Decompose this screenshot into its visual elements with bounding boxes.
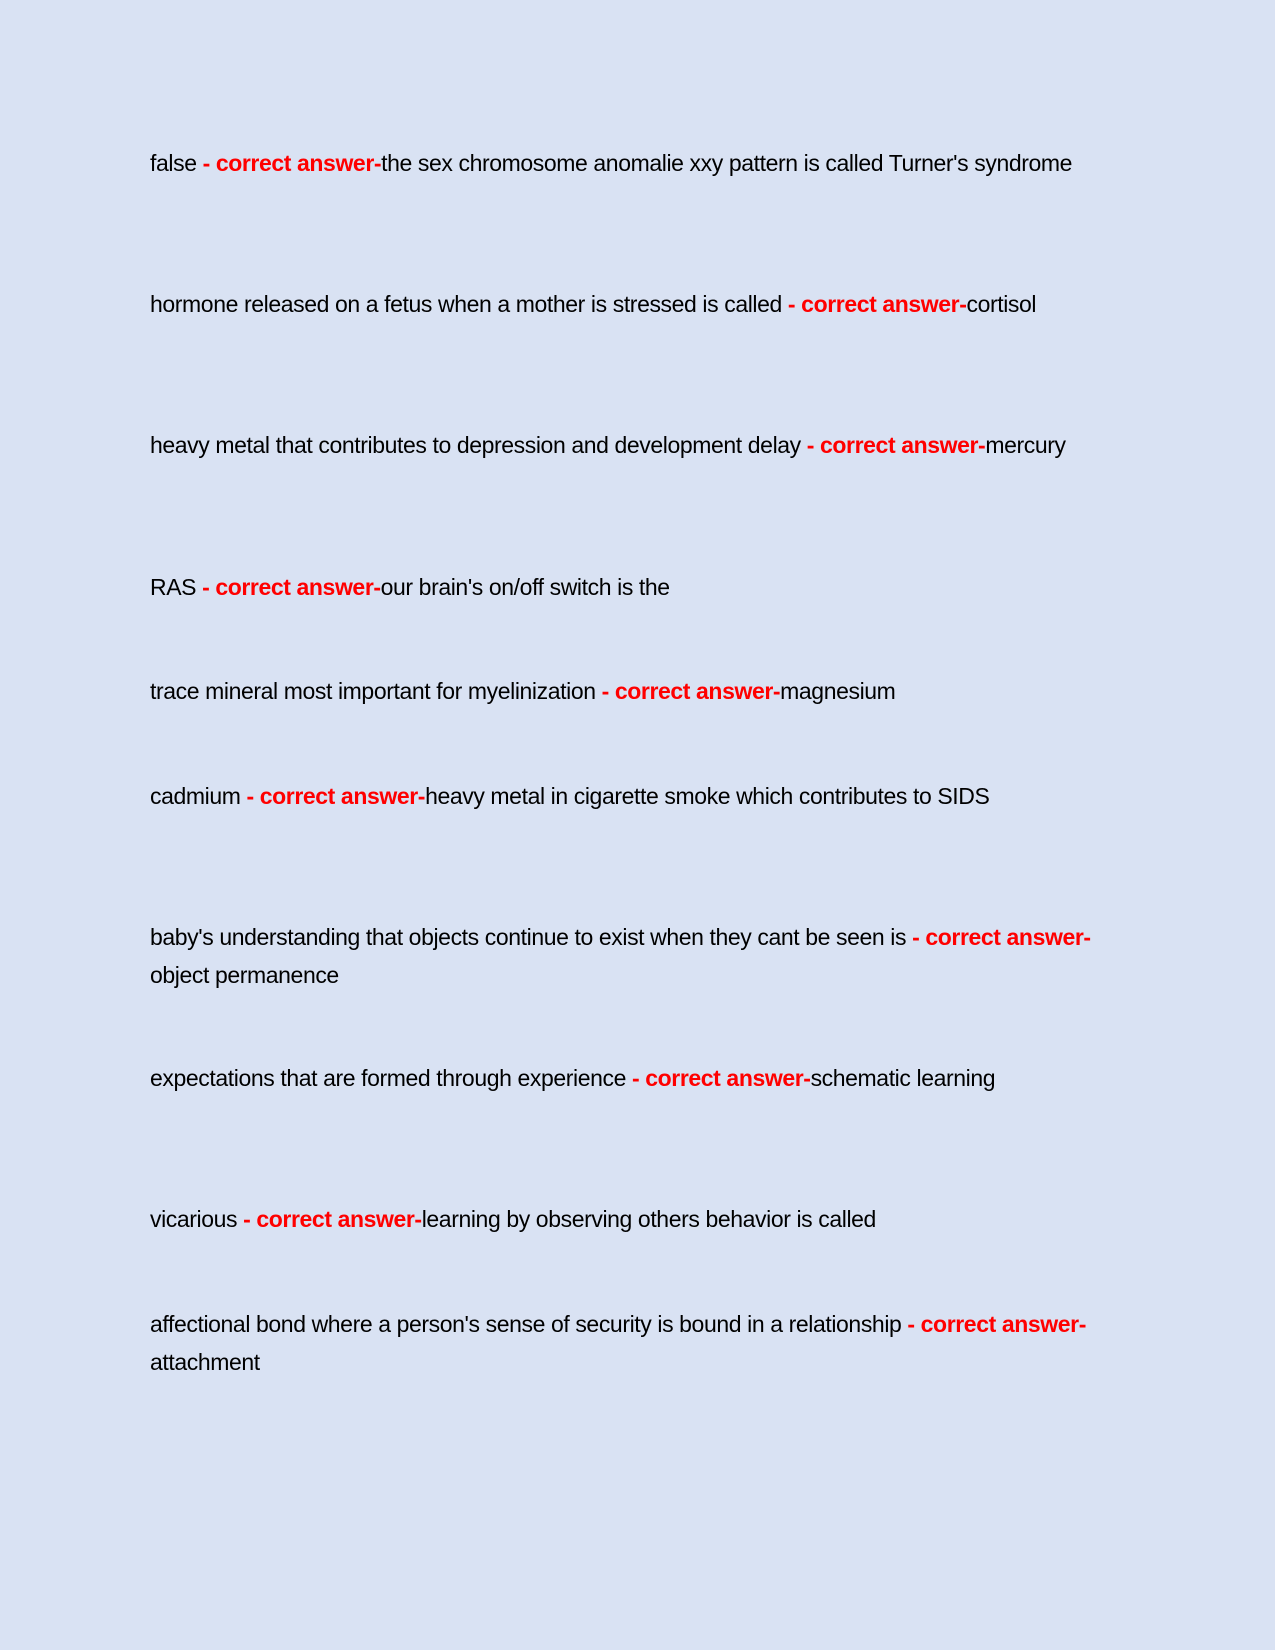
entry-definition: cortisol — [966, 291, 1037, 317]
entry-term: cadmium — [150, 783, 241, 809]
entry-definition: attachment — [150, 1349, 260, 1375]
entry-term: trace mineral most important for myelinization — [150, 678, 596, 704]
entry-definition: schematic learning — [810, 1065, 996, 1091]
entry-definition: object permanence — [150, 962, 339, 988]
correct-answer-separator: - correct answer- — [595, 678, 781, 704]
flashcard-entry — [150, 285, 1135, 323]
correct-answer-separator: - correct answer- — [626, 1065, 811, 1091]
correct-answer-separator: - correct answer- — [800, 432, 986, 458]
correct-answer-separator: - correct answer- — [240, 783, 426, 809]
flashcard-entry — [150, 426, 1135, 464]
correct-answer-separator: - correct answer- — [906, 924, 1091, 950]
correct-answer-separator: - correct answer- — [901, 1311, 1086, 1337]
entry-term: affectional bond where a person's sense of security is bound in a relationship — [150, 1311, 902, 1337]
entry-definition: magnesium — [780, 678, 896, 704]
flashcard-entry — [150, 777, 1135, 815]
entry-term: baby's understanding that objects continue to exist when they cant be seen is — [150, 924, 907, 950]
entry-term: vicarious — [150, 1206, 238, 1232]
flashcard-entry — [150, 918, 1135, 994]
correct-answer-separator: - correct answer- — [196, 150, 382, 176]
entry-term: RAS — [150, 574, 197, 600]
flashcard-entry — [150, 672, 1135, 710]
entry-term: hormone released on a fetus when a mother is stressed is called — [150, 291, 782, 317]
entry-definition: mercury — [985, 432, 1066, 458]
flashcard-entry — [150, 144, 1135, 182]
entry-definition: heavy metal in cigarette smoke which contributes to SIDS — [425, 783, 990, 809]
entry-term: expectations that are formed through experience — [150, 1065, 627, 1091]
flashcard-entry — [150, 568, 1135, 606]
correct-answer-separator: - correct answer- — [781, 291, 967, 317]
entry-definition: learning by observing others behavior is called — [421, 1206, 876, 1232]
correct-answer-separator: - correct answer- — [196, 574, 381, 600]
entry-definition: our brain's on/off switch is the — [380, 574, 670, 600]
correct-answer-separator: - correct answer- — [237, 1206, 422, 1232]
flashcard-entry — [150, 1059, 1135, 1097]
entry-term: heavy metal that contributes to depression and development delay — [150, 432, 801, 458]
entry-definition: the sex chromosome anomalie xxy pattern is called Turner's syndrome — [381, 150, 1073, 176]
flashcard-entry — [150, 1305, 1135, 1381]
entry-term: false — [150, 150, 197, 176]
flashcard-entry — [150, 1200, 1135, 1238]
